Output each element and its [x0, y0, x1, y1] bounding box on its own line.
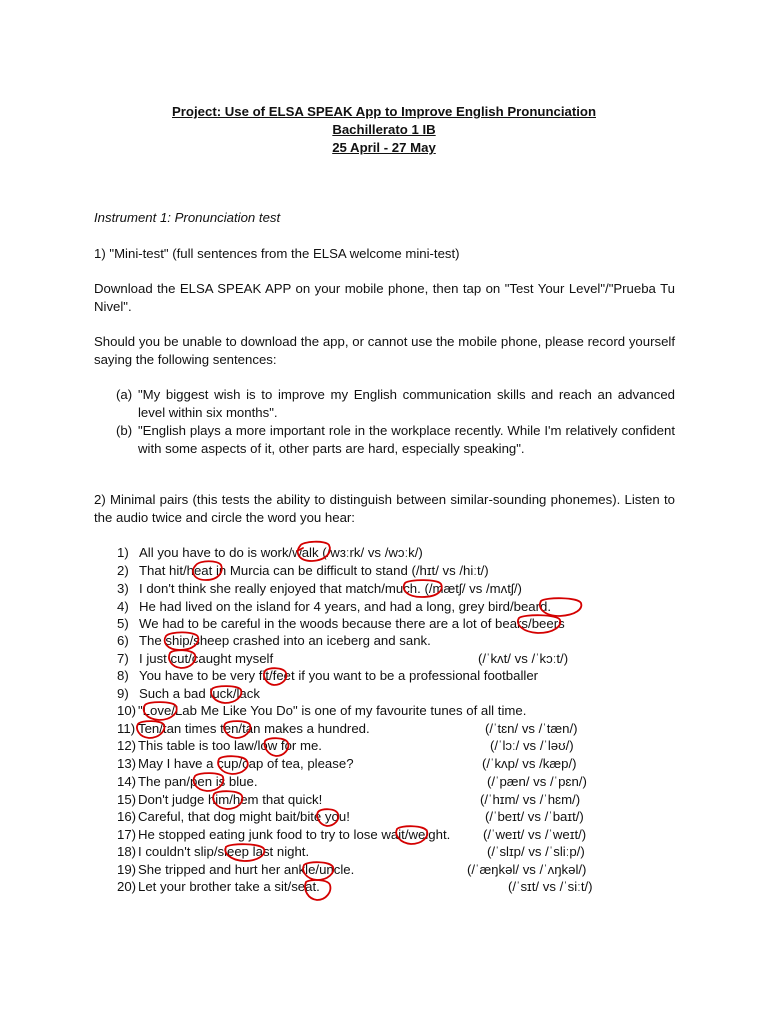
item-number: 4) — [117, 599, 129, 614]
date-range: 25 April - 27 May — [332, 140, 436, 155]
item-sentence: The pan/pen is blue. — [138, 774, 258, 789]
item-sentence: I just cut/caught myself — [139, 651, 274, 666]
item-number: 18) — [117, 844, 137, 859]
item-number: 6) — [117, 633, 129, 648]
list-item — [117, 808, 677, 826]
item-sentence: You have to be very fit/feet if you want to be a professional footballer — [139, 668, 539, 683]
list-item — [117, 720, 677, 738]
list-item — [117, 685, 677, 703]
item-ipa: (/ˈæŋkəl/ vs /ˈʌŋkəl/) — [467, 862, 587, 877]
item-sentence: "Love/Lab Me Like You Do" is one of my favourite tunes of all time. — [138, 703, 527, 718]
record-paragraph: Should you be unable to download the app, or cannot use the mobile phone, please record yourself saying the following sentences: — [94, 334, 675, 367]
list-item — [117, 615, 677, 633]
item-number: 7) — [117, 651, 129, 666]
option-a — [116, 386, 675, 422]
item-sentence: This table is too law/low for me. — [138, 738, 322, 753]
item-sentence: All you have to do is work/walk (/wɜːrk/ vs /wɔːk/) — [139, 545, 423, 560]
item-sentence: Careful, that dog might bait/bite you! — [138, 809, 350, 824]
list-item — [117, 737, 677, 755]
list-item — [117, 826, 677, 844]
list-item — [117, 755, 677, 773]
item-number: 12) — [117, 738, 137, 753]
download-paragraph: Download the ELSA SPEAK APP on your mobile phone, then tap on "Test Your Level"/"Prueba Tu Nivel". — [94, 281, 675, 314]
item-ipa: (/ˈpæn/ vs /ˈpɛn/) — [487, 774, 587, 789]
option-text: "English plays a more important role in the workplace recently. While I'm relatively confident with some aspects of it, other parts are hard, especially speaking". — [138, 423, 675, 456]
list-item — [117, 632, 677, 650]
item-sentence: Don't judge him/hem that quick! — [138, 792, 323, 807]
item-number: 20) — [117, 879, 137, 894]
item-number: 3) — [117, 581, 129, 596]
item-number: 17) — [117, 827, 137, 842]
item-sentence: I don't think she really enjoyed that match/much. (/mætʃ/ vs /mʌtʃ/) — [139, 581, 522, 596]
item-sentence: She tripped and hurt her ankle/uncle. — [138, 862, 355, 877]
option-text: "My biggest wish is to improve my English communication skills and reach an advanced level within six months". — [138, 387, 675, 420]
item-number: 1) — [117, 545, 129, 560]
list-item — [117, 791, 677, 809]
list-item — [117, 650, 677, 668]
item-ipa: (/ˈlɔː/ vs /ˈləʊ/) — [490, 738, 574, 753]
item-ipa: (/ˈtɛn/ vs /ˈtæn/) — [485, 721, 578, 736]
list-item — [117, 544, 677, 562]
item-number: 8) — [117, 668, 129, 683]
item-number: 13) — [117, 756, 137, 771]
option-b — [116, 422, 675, 458]
item-number: 11) — [117, 721, 136, 736]
item-number: 16) — [117, 809, 137, 824]
list-item — [117, 843, 677, 861]
item-sentence: That hit/heat in Murcia can be difficult to stand (/hɪt/ vs /hiːt/) — [139, 563, 489, 578]
item-number: 14) — [117, 774, 137, 789]
list-item — [117, 667, 677, 685]
option-label: (b) — [116, 423, 133, 438]
item-number: 9) — [117, 686, 129, 701]
list-item — [117, 773, 677, 791]
list-item — [117, 580, 677, 598]
item-ipa: (/ˈsɪt/ vs /ˈsiːt/) — [508, 879, 593, 894]
list-item — [117, 562, 677, 580]
item-ipa: (/ˈslɪp/ vs /ˈsliːp/) — [487, 844, 585, 859]
item-ipa: (/ˈkʌp/ vs /kæp/) — [482, 756, 577, 771]
item-sentence: May I have a cup/cap of tea, please? — [138, 756, 354, 771]
item-number: 10) — [117, 703, 137, 718]
item-ipa: (/ˈkʌt/ vs /ˈkɔːt/) — [478, 651, 569, 666]
item-number: 19) — [117, 862, 137, 877]
item-number: 15) — [117, 792, 137, 807]
item-sentence: Ten/tan times ten/tan makes a hundred. — [138, 721, 370, 736]
option-label: (a) — [116, 387, 133, 402]
list-item — [117, 702, 677, 720]
section2-heading: 2) Minimal pairs (this tests the ability to distinguish between similar-sounding phonemes). Listen to the audio twice and circle the word you hear: — [94, 492, 675, 525]
list-item — [117, 878, 677, 896]
section1-heading: 1) "Mini-test" (full sentences from the ELSA welcome mini-test) — [94, 246, 460, 261]
item-sentence: I couldn't slip/sleep last night. — [138, 844, 310, 859]
course-name: Bachillerato 1 IB — [332, 122, 436, 137]
document-title: Project: Use of ELSA SPEAK App to Improve English Pronunciation — [172, 104, 596, 119]
item-ipa: (/ˈhɪm/ vs /ˈhɛm/) — [480, 792, 581, 807]
list-item — [117, 861, 677, 879]
item-sentence: Such a bad luck/lack — [139, 686, 260, 701]
list-item — [117, 598, 677, 616]
item-number: 5) — [117, 616, 129, 631]
item-number: 2) — [117, 563, 129, 578]
item-ipa: (/ˈbeɪt/ vs /ˈbaɪt/) — [485, 809, 584, 824]
instrument-heading: Instrument 1: Pronunciation test — [94, 210, 281, 225]
item-sentence: Let your brother take a sit/seat. — [138, 879, 320, 894]
item-ipa: (/ˈweɪt/ vs /ˈweɪt/) — [483, 827, 587, 842]
item-sentence: He had lived on the island for 4 years, and had a long, grey bird/beard. — [139, 599, 552, 614]
item-sentence: We had to be careful in the woods because there are a lot of bears/beers — [139, 616, 565, 631]
item-sentence: The ship/sheep crashed into an iceberg and sank. — [139, 633, 431, 648]
item-sentence: He stopped eating junk food to try to lose wait/weight. — [138, 827, 451, 842]
